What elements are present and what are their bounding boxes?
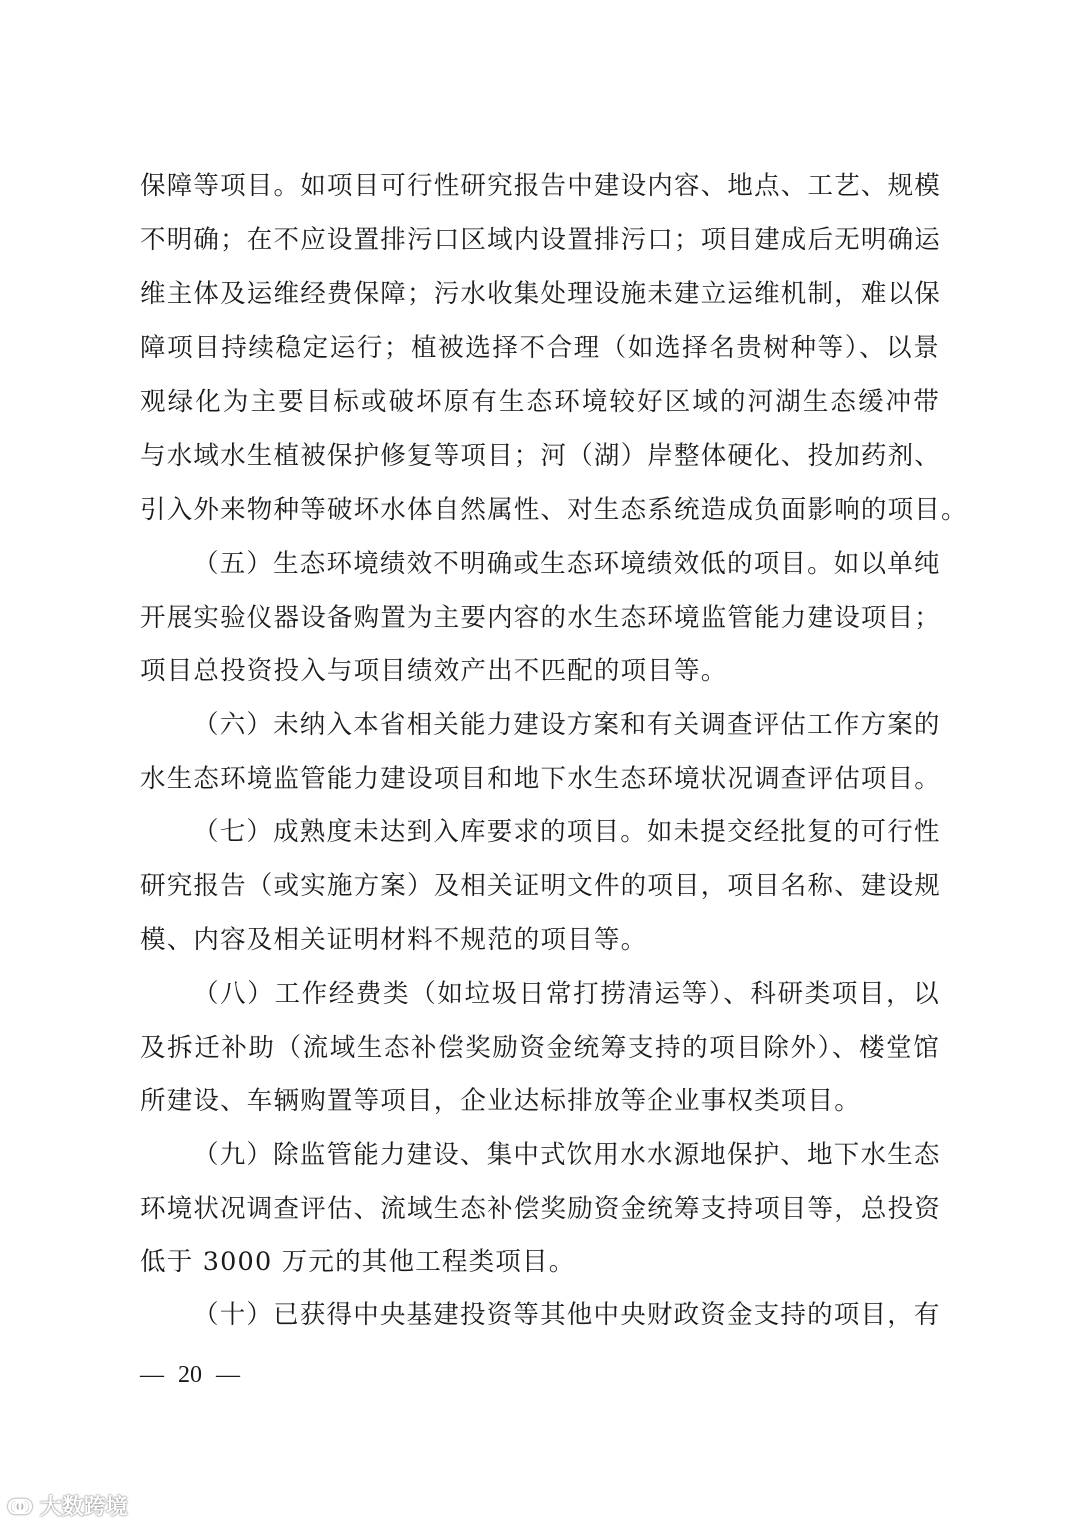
paragraph-heading-line: （八）工作经费类（如垃圾日常打捞清运等）、科研类项目，以 <box>193 979 940 1009</box>
text-line: 引入外来物种等破坏水体自然属性、对生态系统造成负面影响的项目。 <box>140 495 968 525</box>
watermark-text: 大数跨境 <box>39 1495 128 1520</box>
paragraph-heading-line: （六）未纳入本省相关能力建设方案和有关调查评估工作方案的 <box>193 710 941 740</box>
text-line: 及拆迁补助（流域生态补偿奖励资金统筹支持的项目除外）、楼堂馆 <box>140 1033 940 1063</box>
paragraph-heading-line: （九）除监管能力建设、集中式饮用水水源地保护、地下水生态 <box>193 1140 941 1170</box>
watermark-logo <box>8 1490 128 1521</box>
text-line: 与水域水生植被保护修复等项目；河（湖）岸整体硬化、投加药剂、 <box>140 441 942 471</box>
text-line: 保障等项目。如项目可行性研究报告中建设内容、地点、工艺、规模 <box>140 171 942 201</box>
text-line: 研究报告（或实施方案）及相关证明文件的项目，项目名称、建设规 <box>140 871 942 901</box>
watermark-icon: ↈ <box>8 1495 40 1520</box>
text-line: 开展实验仪器设备购置为主要内容的水生态环境监管能力建设项目； <box>140 603 942 633</box>
text-line: 维主体及运维经费保障；污水收集处理设施未建立运维机制，难以保 <box>140 279 942 309</box>
text-line: 环境状况调查评估、流域生态补偿奖励资金统筹支持项目等，总投资 <box>140 1194 942 1224</box>
paragraph-heading-line: （七）成熟度未达到入库要求的项目。如未提交经批复的可行性 <box>193 817 941 847</box>
text-line: 观绿化为主要目标或破坏原有生态环境较好区域的河湖生态缓冲带 <box>140 387 940 417</box>
text-line: 不明确；在不应设置排污口区域内设置排污口；项目建成后无明确运 <box>140 225 942 255</box>
text-line: 模、内容及相关证明材料不规范的项目等。 <box>140 925 648 955</box>
text-line: 低于 3000 万元的其他工程类项目。 <box>140 1247 576 1277</box>
page-number: — 20 — <box>140 1362 240 1388</box>
text-line: 项目总投资投入与项目绩效产出不匹配的项目等。 <box>140 656 728 686</box>
paragraph-heading-line: （五）生态环境绩效不明确或生态环境绩效低的项目。如以单纯 <box>193 549 941 579</box>
text-line: 所建设、车辆购置等项目，企业达标排放等企业事权类项目。 <box>140 1086 861 1116</box>
paragraph-heading-line: （十）已获得中央基建投资等其他中央财政资金支持的项目，有 <box>193 1300 941 1330</box>
text-line: 水生态环境监管能力建设项目和地下水生态环境状况调查评估项目。 <box>140 764 942 794</box>
text-line: 障项目持续稳定运行；植被选择不合理（如选择名贵树种等）、以景 <box>140 333 940 363</box>
